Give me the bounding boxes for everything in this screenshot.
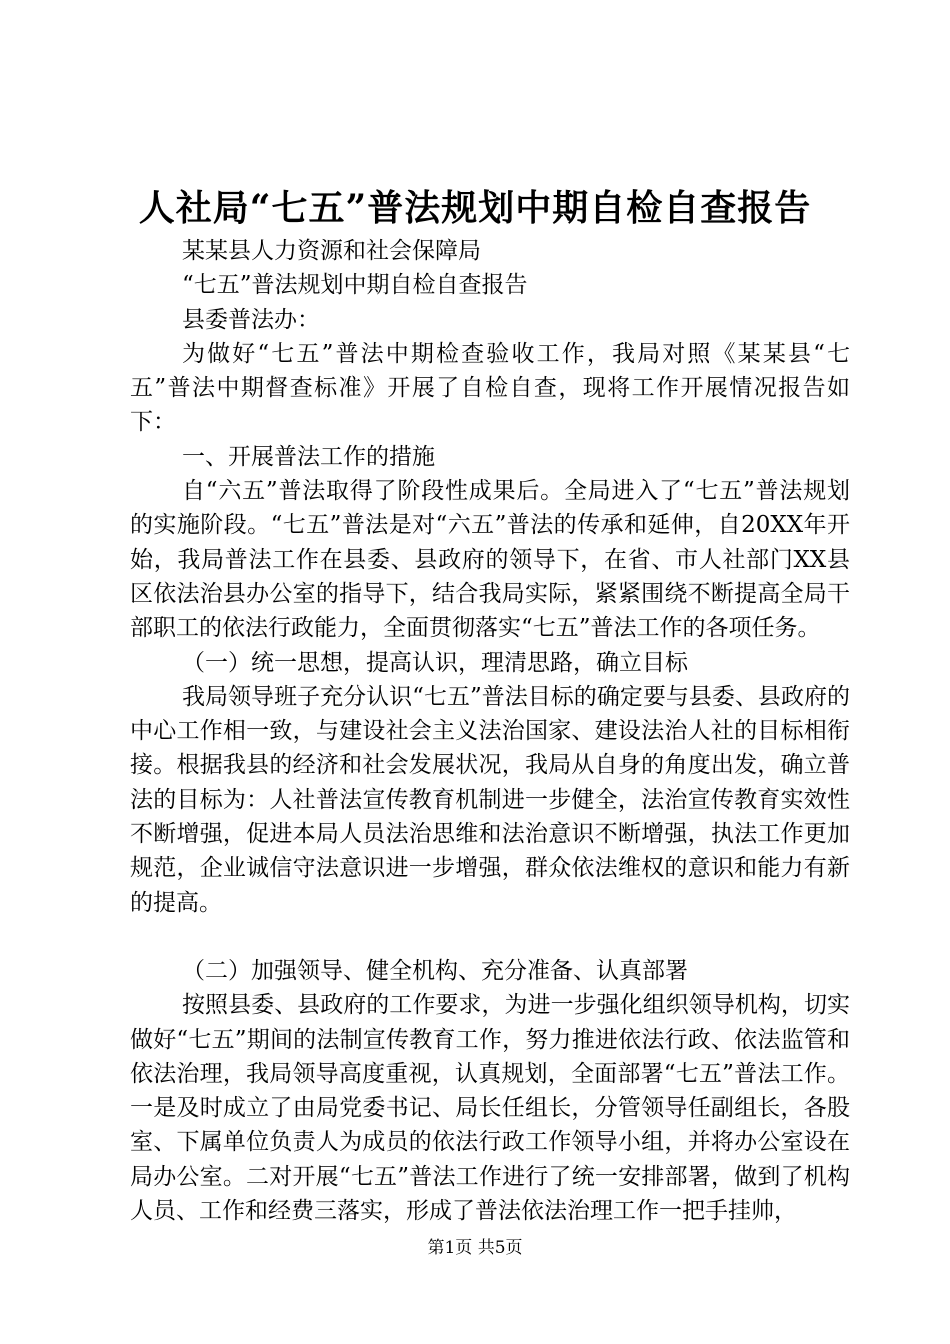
page-number: 第1页 共5页 xyxy=(427,1238,523,1258)
paragraph-issuer: 某某县人力资源和社会保障局 xyxy=(182,238,481,264)
paragraph-goals: 我局领导班子充分认识“七五”普法目标的确定要与县委、县政府的中心工作相一致，与建设社会主义法治国家、建设法治人社的目标相衔接。根据我县的经济和社会发展状况，我局从自身的角度出发，确立普法的目标为：人社普法宣传教育机制进一步健全，法治宣传教育实效性不断增强，促进本局人员法治思维和法治意识不断增强，执法工作更加规范，企业诚信守法意识进一步增强，群众依法维权的意识和能力有新的提高。 xyxy=(130,683,850,916)
paragraph-organization: 按照县委、县政府的工作要求，为进一步强化组织领导机构，切实做好“七五”期间的法制宣传教育工作，努力推进依法行政、依法监管和依法治理，我局领导高度重视，认真规划，全面部署“七五”普法工作。一是及时成立了由局党委书记、局长任组长，分管领导任副组长，各股室、下属单位负责人为成员的依法行政工作领导小组，并将办公室设在局办公室。二对开展“七五”普法工作进行了统一安排部署，做到了机构人员、工作和经费三落实，形成了普法依法治理工作一把手挂帅， xyxy=(130,992,850,1225)
paragraph-intro: 为做好“七五”普法中期检查验收工作，我局对照《某某县“七五”普法中期督查标准》开展了自检自查，现将工作开展情况报告如下： xyxy=(130,340,850,436)
section-heading-1: 一、开展普法工作的措施 xyxy=(182,443,435,470)
paragraph-report-title: “七五”普法规划中期自检自查报告 xyxy=(182,272,528,299)
paragraph-background: 自“六五”普法取得了阶段性成果后。全局进入了“七五”普法规划的实施阶段。“七五”普法是对“六五”普法的传承和延伸，自20XX年开始，我局普法工作在县委、县政府的领导下，在省、市人社部门XX县区依法治县办公室的指导下，结合我局实际，紧紧围绕不断提高全局干部职工的依法行政能力，全面贯彻落实“七五”普法工作的各项任务。 xyxy=(130,478,850,642)
document-title: 人社局“七五”普法规划中期自检自查报告 xyxy=(138,187,812,229)
paragraph-addressee: 县委普法办： xyxy=(182,306,320,333)
subsection-heading-2: （二）加强领导、健全机构、充分准备、认真部署 xyxy=(182,957,688,984)
subsection-heading-1: （一）统一思想，提高认识，理清思路，确立目标 xyxy=(182,649,688,676)
document-body xyxy=(130,234,850,1228)
paragraph-spacer xyxy=(130,920,850,954)
